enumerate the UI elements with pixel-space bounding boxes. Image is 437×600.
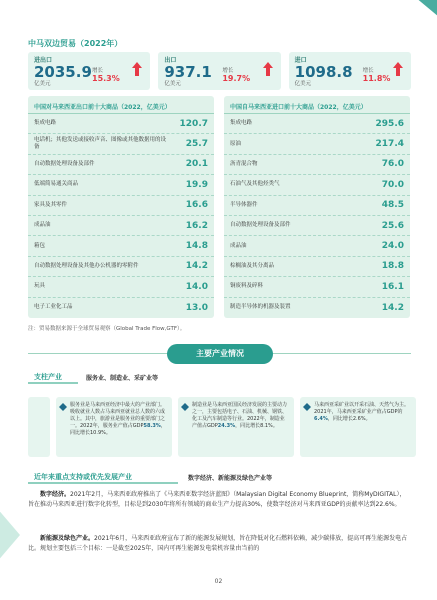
- trade-label: 进出口: [34, 57, 53, 64]
- industries-heading: 主要产业情况: [167, 344, 273, 364]
- table-row: [28, 196, 214, 216]
- table-row: [28, 175, 214, 195]
- trade-box-import: [289, 52, 411, 90]
- row-name: 家具及其零件: [34, 201, 68, 208]
- trade-section-title: 中马双边贸易（2022年）: [28, 39, 123, 48]
- industry-card-services: [56, 397, 172, 457]
- row-name: 沥青混合物: [230, 161, 258, 168]
- row-value: 14.0: [185, 281, 208, 292]
- diamond-icon: [59, 403, 67, 411]
- row-value: 48.5: [381, 200, 404, 211]
- row-value: 295.6: [375, 118, 404, 129]
- row-name: 电话机；其他发送或接收声音、图像或其他数据用的设备: [34, 137, 167, 151]
- industry-card-mining: [300, 397, 416, 457]
- card-text: 制造业是马来西亚国民经济发展的主要动力之一，主要包括电子、石油、机械、钢铁、化工及汽车制造等行业。2022年，制造业产值占GDP24.3%，同比增长8.1%。: [192, 402, 288, 429]
- row-value: 217.4: [375, 139, 404, 150]
- trade-unit: 亿美元: [294, 81, 312, 87]
- row-name: 成品油: [230, 242, 247, 249]
- table-row: [28, 298, 214, 318]
- row-value: 25.6: [381, 220, 404, 231]
- trade-value: 1098.8: [294, 63, 353, 81]
- table-row: [224, 277, 410, 297]
- export-table-title: 中国对马来西亚出口前十大商品（2022，亿美元）: [28, 96, 214, 114]
- import-table-title: 中国自马来西亚进口前十大商品（2022，亿美元）: [224, 96, 410, 114]
- trade-label: 出口: [164, 57, 177, 64]
- cards-side-bar: [28, 397, 50, 457]
- table-row: [28, 236, 214, 256]
- table-row: [28, 277, 214, 297]
- growth-label: 增长: [92, 68, 104, 74]
- row-value: 25.7: [185, 139, 208, 150]
- table-row: [224, 114, 410, 134]
- trade-unit: 亿美元: [34, 81, 51, 87]
- row-name: 石油气及其他烃类气: [230, 181, 280, 188]
- row-value: 20.1: [185, 159, 208, 170]
- row-value: 14.8: [185, 241, 208, 252]
- page-number: 02: [214, 578, 223, 585]
- card-text: 马来西亚采矿业以开采石油、天然气为主。2021年，马来西亚采矿业产值占GDP的6.4%，同比增长2.6%。: [314, 402, 410, 422]
- row-value: 24.0: [381, 241, 404, 252]
- arrow-up-icon: [393, 62, 403, 76]
- row-name: 成品油: [34, 222, 51, 229]
- industry-cards: [56, 397, 416, 457]
- row-value: 19.9: [185, 179, 208, 190]
- table-row: [224, 134, 410, 154]
- diamond-icon: [303, 403, 311, 411]
- import-table: [224, 96, 410, 318]
- table-row: [224, 155, 410, 175]
- row-name: 玩具: [34, 283, 46, 290]
- table-row: [224, 236, 410, 256]
- row-name: 集成电路: [230, 120, 253, 127]
- trade-value: 937.1: [164, 63, 212, 81]
- row-name: 制造半导体的机器及装置: [230, 304, 291, 311]
- row-value: 14.2: [185, 261, 208, 272]
- growth-value: 15.3%: [92, 74, 120, 83]
- table-row: [28, 155, 214, 175]
- row-value: 16.1: [381, 281, 404, 292]
- diamond-icon: [181, 403, 189, 411]
- trade-value: 2035.9: [34, 63, 92, 81]
- arrow-up-icon: [263, 62, 273, 76]
- paragraph-digital-economy: 数字经济。2021年2月，马来西亚政府推出了《马来西亚数字经济蓝图》（Malaysian Digital Economy Blueprint，简称MyDIGITAL），旨在推动马来西亚进行数字化转型，目标是到2030年将所有领域的商业生产力提高30%，使数字经济对马来西亚GDP的贡献率达到22.6%。: [28, 491, 406, 508]
- row-name: 半导体器件: [230, 201, 258, 208]
- trade-box-export: [158, 52, 280, 90]
- row-value: 120.7: [179, 118, 208, 129]
- import-table-body: [224, 114, 410, 318]
- table-row: [224, 196, 410, 216]
- priority-underline: [28, 482, 178, 484]
- row-value: 76.0: [381, 159, 404, 170]
- row-name: 自动数据处理设备及部件: [34, 161, 95, 168]
- trade-box-total: [28, 52, 150, 90]
- table-row: [224, 216, 410, 236]
- priority-title: 近年来重点支持或优先发展产业: [34, 473, 132, 481]
- pillar-underline: [28, 382, 78, 384]
- table-row: [28, 134, 214, 154]
- row-name: 铜废料及碎料: [230, 283, 264, 290]
- table-row: [28, 257, 214, 277]
- table-row: [28, 216, 214, 236]
- row-name: 棕榈油及其分离品: [230, 263, 275, 270]
- trade-label: 进口: [294, 57, 307, 64]
- arrow-up-icon: [132, 62, 142, 76]
- row-name: 低端简易通关商品: [34, 181, 79, 188]
- growth-value: 11.8%: [362, 74, 391, 83]
- growth-label: 增长: [222, 68, 234, 74]
- row-name: 自动数据处理设备及部件: [230, 222, 291, 229]
- source-note: 注：贸易数据来源于全球贸易观察（Global Trade Flow,GTF）。: [28, 326, 186, 332]
- corner-decoration: [387, 0, 437, 42]
- trade-summary: [28, 52, 411, 90]
- row-value: 18.8: [381, 261, 404, 272]
- growth-label: 增长: [362, 68, 374, 74]
- card-text: 服务业是马来西亚经济中最大的产业部门。吸收就业人数占马来西亚就业总人数的六成以上。其中，旅游业是服务业的重要部门之一。2022年，服务业产值占GDP58.3%，同比增长10.9%。: [70, 402, 166, 436]
- table-row: [28, 114, 214, 134]
- table-row: [224, 298, 410, 318]
- row-name: 集成电路: [34, 120, 57, 127]
- row-name: 电子工业化工品: [34, 304, 73, 311]
- export-table-body: [28, 114, 214, 318]
- export-table: [28, 96, 214, 318]
- industries-heading-wrap: [28, 344, 411, 364]
- side-decoration: [0, 490, 30, 580]
- priority-desc: 数字经济、新能源及绿色产业等: [188, 475, 273, 482]
- industry-card-manufacturing: [178, 397, 294, 457]
- row-value: 16.2: [185, 220, 208, 231]
- pillar-desc: 服务业、制造业、采矿业等: [86, 375, 159, 382]
- row-value: 16.6: [185, 200, 208, 211]
- row-value: 14.2: [381, 302, 404, 313]
- pillar-title: 支柱产业: [34, 373, 62, 381]
- paragraph-new-energy: 新能源及绿色产业。2021年6月，马来西亚政府宣布了新的能源发展规划，旨在降低对化石燃料依赖，减少碳排放，提高可再生能源发电占比。规划主要包括三个目标：一是截至2025年，国内可再生能源发电装机容量由当前的: [28, 535, 408, 552]
- growth-value: 19.7%: [222, 74, 251, 83]
- row-name: 自动数据处理设备及其他办公机器的零附件: [34, 263, 139, 270]
- table-row: [224, 175, 410, 195]
- row-value: 13.0: [185, 302, 208, 313]
- row-name: 原油: [230, 140, 242, 147]
- row-name: 箱包: [34, 242, 46, 249]
- table-row: [224, 257, 410, 277]
- trade-unit: 亿美元: [164, 81, 181, 87]
- row-value: 70.0: [381, 179, 404, 190]
